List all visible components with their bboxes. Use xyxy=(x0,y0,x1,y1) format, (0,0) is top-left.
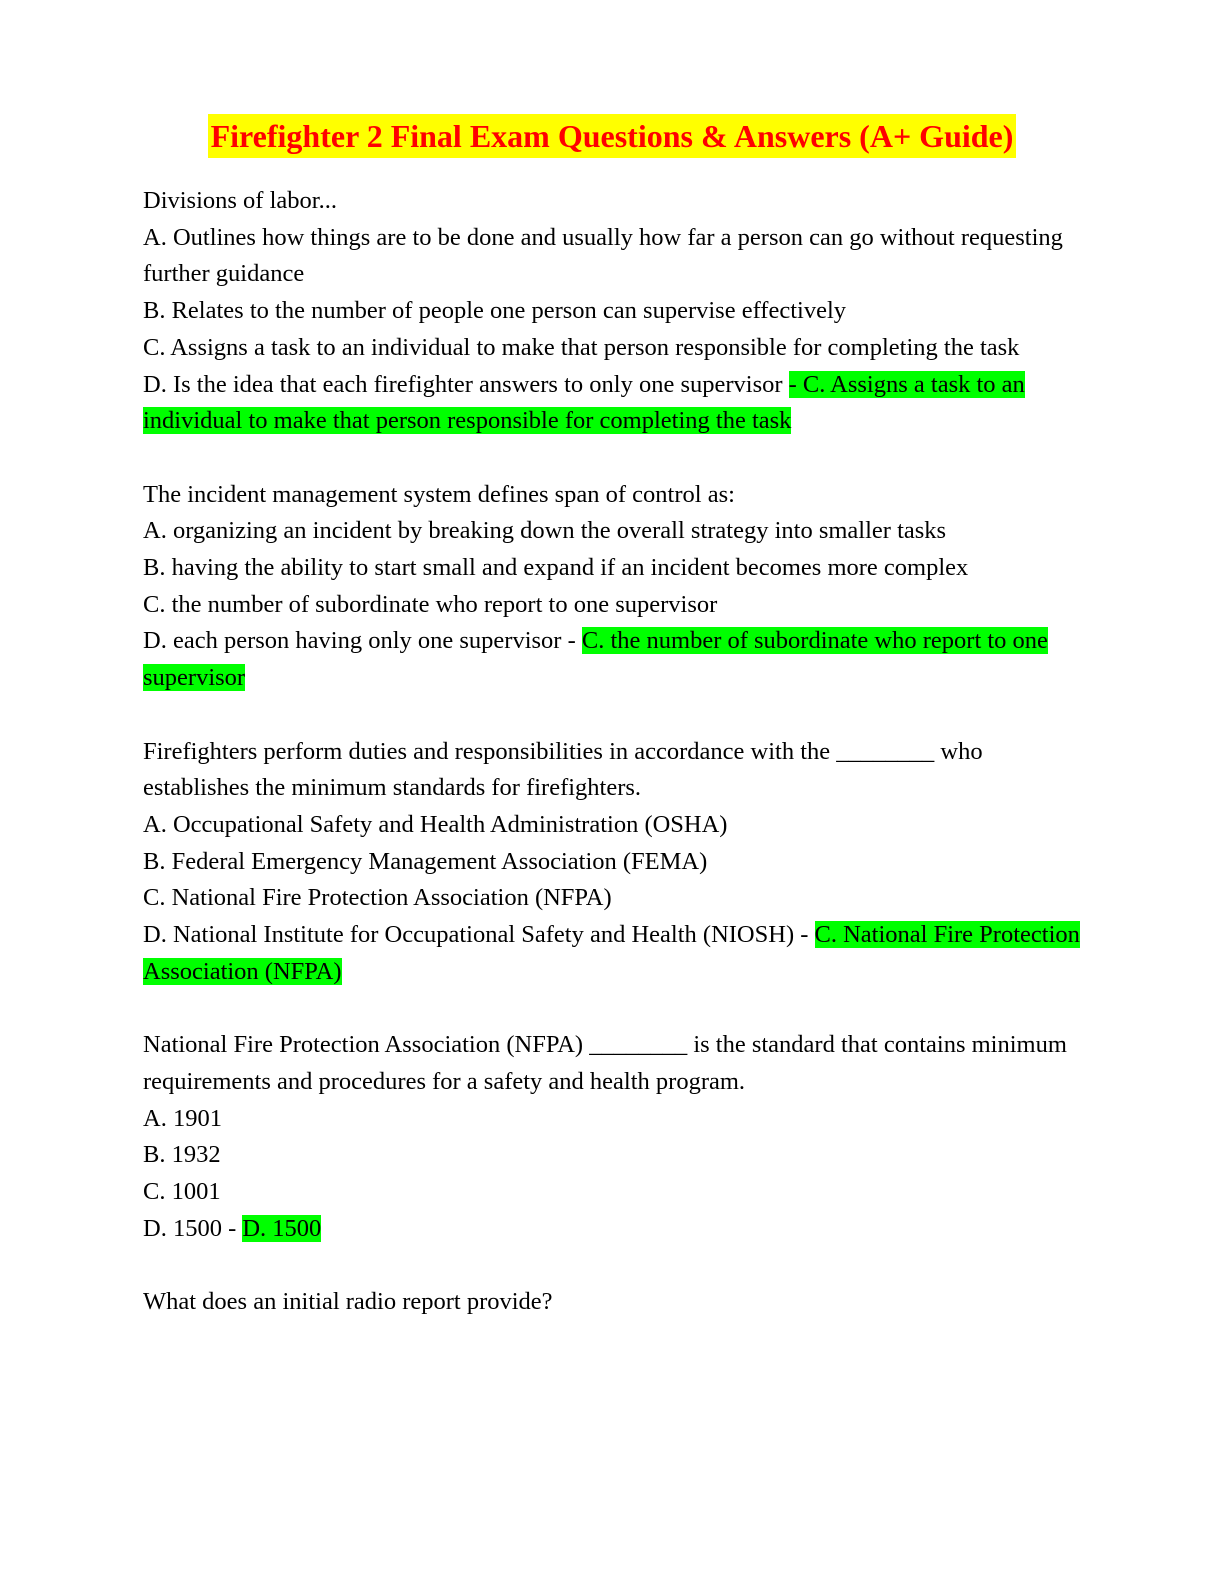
answer-separator xyxy=(576,627,582,654)
question-prompt: What does an initial radio report provide? xyxy=(143,1288,553,1316)
answer-option-text: D. National Institute for Occupational Safety and Health (NIOSH) - xyxy=(143,921,809,949)
correct-answer-highlight: D. 1500 xyxy=(242,1214,322,1242)
answer-option-last xyxy=(143,1211,1083,1248)
answer-separator xyxy=(808,921,814,948)
answer-option: C. Assigns a task to an individual to make that person responsible for completing the task xyxy=(143,333,1020,361)
answer-option: A. organizing an incident by breaking down the overall strategy into smaller tasks xyxy=(143,517,947,545)
answer-option: B. 1932 xyxy=(143,1141,221,1169)
question-block xyxy=(143,183,1083,440)
answer-option-last xyxy=(143,367,1083,440)
answer-option: A. Outlines how things are to be done and usually how far a person can go without requesting further guidance xyxy=(143,223,1063,288)
answer-option: B. having the ability to start small and expand if an incident becomes more complex xyxy=(143,554,969,582)
answer-option: C. the number of subordinate who report to one supervisor xyxy=(143,590,718,618)
question-block xyxy=(143,1284,1083,1321)
answer-option: A. Occupational Safety and Health Administration (OSHA) xyxy=(143,810,728,838)
answer-option: C. National Fire Protection Association (NFPA) xyxy=(143,884,612,912)
correct-answer-highlight: C. the number of subordinate who report to one supervisor xyxy=(143,627,1048,692)
answer-option-last xyxy=(143,623,1083,696)
answer-option-last xyxy=(143,917,1083,990)
question-block xyxy=(143,734,1083,991)
question-prompt: Firefighters perform duties and responsibilities in accordance with the ________ who establishes the minimum standards for firefighters. xyxy=(143,737,983,802)
answer-option: A. 1901 xyxy=(143,1104,222,1132)
correct-answer-highlight: C. National Fire Protection Association (NFPA) xyxy=(143,921,1080,985)
answer-separator xyxy=(783,371,789,398)
question-list xyxy=(143,183,1083,1357)
answer-option-text: D. each person having only one supervisor - xyxy=(143,627,576,655)
answer-option: B. Federal Emergency Management Association (FEMA) xyxy=(143,847,708,875)
answer-option: C. 1001 xyxy=(143,1177,221,1205)
answer-option-text: D. 1500 - xyxy=(143,1214,237,1242)
correct-answer-highlight: - C. Assigns a task to an individual to make that person responsible for completing the task xyxy=(143,370,1025,435)
question-prompt: National Fire Protection Association (NFPA) ________ is the standard that contains minimum requirements and procedures for a safety and health program. xyxy=(143,1031,1067,1095)
answer-option-text: D. Is the idea that each firefighter answers to only one supervisor xyxy=(143,370,783,398)
question-block xyxy=(143,477,1083,697)
question-prompt: The incident management system defines span of control as: xyxy=(143,480,735,508)
answer-option: B. Relates to the number of people one person can supervise effectively xyxy=(143,297,847,325)
document-title: Firefighter 2 Final Exam Questions & Answers (A+ Guide) xyxy=(208,114,1017,158)
question-block xyxy=(143,1027,1083,1247)
title-wrap xyxy=(0,114,1224,158)
question-prompt: Divisions of labor... xyxy=(143,187,337,214)
